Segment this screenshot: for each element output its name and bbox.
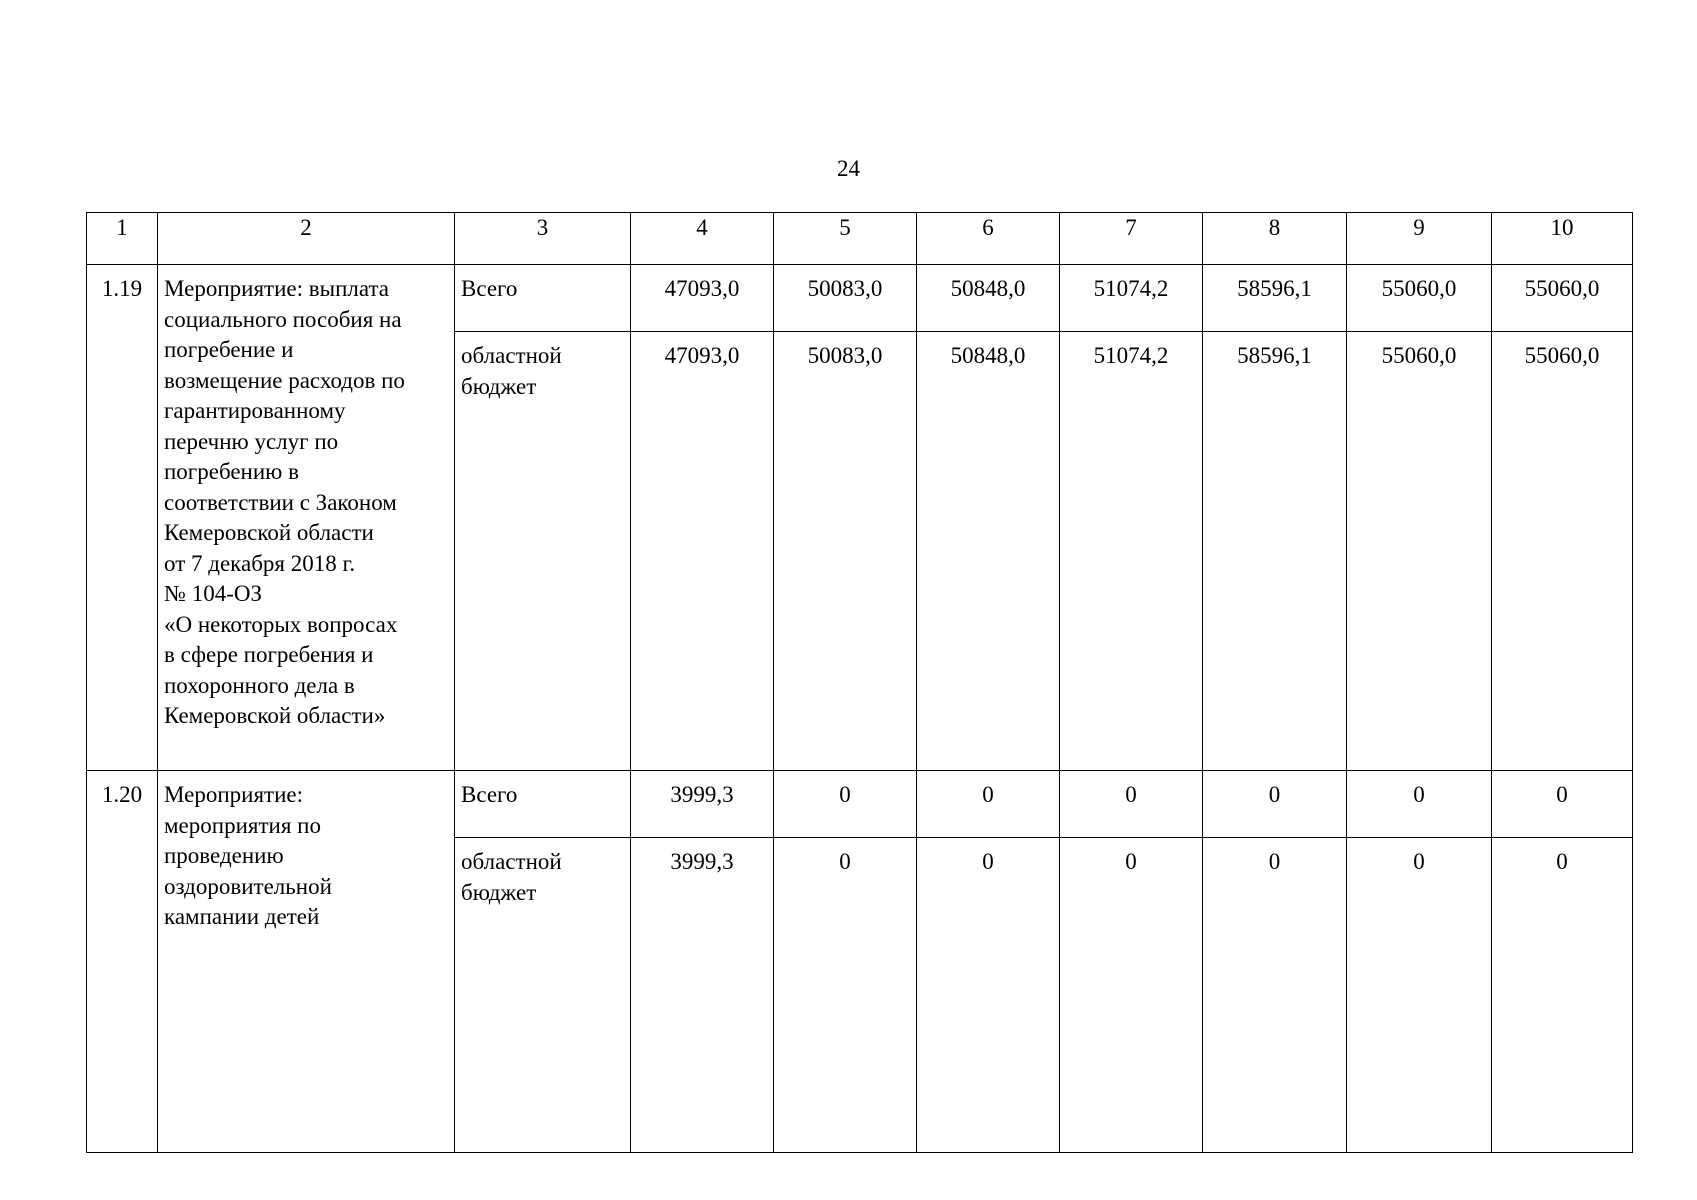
value-cell: 50848,0 [917,332,1060,771]
row-name [158,265,455,771]
funding-source: Всего [455,265,631,332]
header-cell: 9 [1347,213,1492,265]
row-name-line: Мероприятие: выплата [164,276,390,301]
header-cell: 6 [917,213,1060,265]
row-name [158,771,455,1153]
value-cell: 0 [1203,771,1347,838]
row-name-line: соответствии с Законом [164,489,397,515]
value-cell: 47093,0 [631,332,774,771]
value-cell: 50848,0 [917,265,1060,332]
value-cell: 0 [774,838,917,1153]
value-cell: 0 [1492,838,1633,1153]
value-cell: 0 [917,771,1060,838]
row-name-line: в сфере погребения и [164,642,374,667]
value-cell: 0 [1347,771,1492,838]
row-code: 1.20 [87,771,158,1153]
page-number: 24 [837,156,860,181]
row-name-line: Кемеровской области» [164,703,386,728]
header-cell: 7 [1060,213,1203,265]
header-cell: 2 [158,213,455,265]
row-name-line: гарантированному [164,398,346,423]
value-cell: 0 [1060,771,1203,838]
row-name-line: «О некоторых вопросах [164,611,398,637]
header-cell: 8 [1203,213,1347,265]
funding-source: Всего [455,771,631,838]
value-cell: 55060,0 [1347,265,1492,332]
row-name-line: Мероприятие: [164,782,304,807]
row-name-line: мероприятия по [164,812,321,838]
value-cell: 55060,0 [1492,265,1633,332]
value-cell: 55060,0 [1492,332,1633,771]
row-name-line: возмещение расходов по [164,367,405,393]
value-cell: 58596,1 [1203,332,1347,771]
row-name-line: социального пособия на [164,306,402,332]
row-name-line: погребение и [164,337,294,362]
row-name-line: оздоровительной [164,873,332,899]
budget-table [86,212,1633,1153]
row-name-line: проведению [164,843,284,868]
value-cell: 50083,0 [774,265,917,332]
value-cell: 0 [774,771,917,838]
funding-source-line: бюджет [461,373,537,399]
row-name-line: от 7 декабря 2018 г. [164,550,356,576]
header-cell: 10 [1492,213,1633,265]
value-cell: 0 [1060,838,1203,1153]
header-cell: 3 [455,213,631,265]
row-name-line: Кемеровской области [164,520,374,545]
value-cell: 0 [1203,838,1347,1153]
funding-source-line: бюджет [461,879,537,905]
value-cell: 58596,1 [1203,265,1347,332]
value-cell: 47093,0 [631,265,774,332]
value-cell: 0 [1492,771,1633,838]
row-name-line: кампании детей [164,904,320,929]
value-cell: 0 [1347,838,1492,1153]
table-header-row [87,213,1633,265]
value-cell: 0 [917,838,1060,1153]
value-cell: 51074,2 [1060,265,1203,332]
funding-source [455,332,631,771]
table-row [87,771,1633,838]
row-name-line: погребению в [164,459,299,484]
header-cell: 5 [774,213,917,265]
funding-source [455,838,631,1153]
header-cell: 1 [87,213,158,265]
value-cell: 55060,0 [1347,332,1492,771]
funding-source-line: областной [461,343,562,368]
funding-source-line: областной [461,849,562,874]
value-cell: 3999,3 [631,838,774,1153]
value-cell: 3999,3 [631,771,774,838]
table-row [87,265,1633,332]
row-code: 1.19 [87,265,158,771]
row-name-line: похоронного дела в [164,672,355,698]
value-cell: 51074,2 [1060,332,1203,771]
row-name-line: № 104-ОЗ [164,581,262,606]
value-cell: 50083,0 [774,332,917,771]
row-name-line: перечню услуг по [164,428,339,454]
header-cell: 4 [631,213,774,265]
